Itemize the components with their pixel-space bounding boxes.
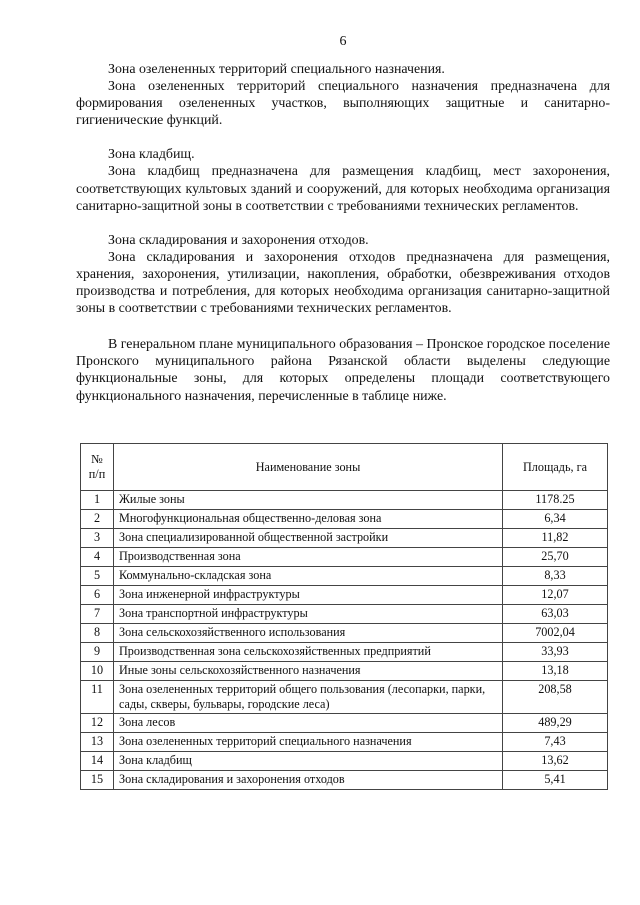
- section-text: Зона складирования и захоронения отходов предназначена для размещения, хранения, захоронения, утилизации, накопления, обработки, обезвреживания отходов производства и потребления, для которых необходима организация санитарно-защитной зоны в соответствии с требованиями технических регламентов.: [76, 249, 610, 317]
- row-area: 489,29: [503, 714, 608, 733]
- row-num: 4: [81, 548, 114, 567]
- row-area: 7,43: [503, 733, 608, 752]
- row-name: Зона озелененных территорий специального назначения: [114, 733, 503, 752]
- row-name: Жилые зоны: [114, 491, 503, 510]
- table-row: [81, 529, 608, 548]
- row-area: 8,33: [503, 567, 608, 586]
- row-area: 5,41: [503, 771, 608, 790]
- row-area: 13,18: [503, 662, 608, 681]
- row-num: 3: [81, 529, 114, 548]
- row-area: 6,34: [503, 510, 608, 529]
- section-title: Зона складирования и захоронения отходов.: [108, 232, 369, 248]
- header-name: Наименование зоны: [114, 444, 503, 491]
- table-row: [81, 605, 608, 624]
- table-row: [81, 733, 608, 752]
- row-num: 15: [81, 771, 114, 790]
- table-row: [81, 491, 608, 510]
- row-name: Зона лесов: [114, 714, 503, 733]
- row-num: 6: [81, 586, 114, 605]
- row-num: 8: [81, 624, 114, 643]
- row-area: 25,70: [503, 548, 608, 567]
- section-text: Зона кладбищ предназначена для размещения кладбищ, мест захоронения, соответствующих культовых зданий и сооружений, для которых необходима организация санитарно-защитной зоны в соответствии с требованиями технических регламентов.: [76, 164, 610, 214]
- row-num: 9: [81, 643, 114, 662]
- table-row: [81, 548, 608, 567]
- row-num: 10: [81, 662, 114, 681]
- zones-table: [80, 443, 608, 790]
- row-num: 14: [81, 752, 114, 771]
- row-num: 13: [81, 733, 114, 752]
- page-number: 6: [339, 34, 347, 49]
- row-name: Зона складирования и захоронения отходов: [114, 771, 503, 790]
- row-area: 11,82: [503, 529, 608, 548]
- table-header-row: [81, 444, 608, 491]
- table-row: [81, 510, 608, 529]
- table-row: [81, 567, 608, 586]
- row-name: Многофункциональная общественно-деловая зона: [114, 510, 503, 529]
- row-name: Зона озелененных территорий общего пользования (лесопарки, парки, сады, скверы, бульвары, городские леса): [114, 681, 503, 714]
- intro-paragraph: В генеральном плане муниципального образования – Пронское городское поселение Пронского муниципального района Рязанской области выделены следующие функциональные зоны, для которых определены площади соответствующего функционального назначения, перечисленные в таблице ниже.: [76, 337, 610, 404]
- row-name: Зона транспортной инфраструктуры: [114, 605, 503, 624]
- row-num: 7: [81, 605, 114, 624]
- row-num: 1: [81, 491, 114, 510]
- row-area: 63,03: [503, 605, 608, 624]
- table-row: [81, 624, 608, 643]
- row-name: Иные зоны сельскохозяйственного назначения: [114, 662, 503, 681]
- row-area: 1178.25: [503, 491, 608, 510]
- section-title: Зона кладбищ.: [108, 147, 195, 163]
- section-text: Зона озелененных территорий специального назначения предназначена для формирования озелененных участков, выполняющих защитные и санитарно-гигиенические функций.: [76, 79, 610, 129]
- document-body: [76, 61, 610, 405]
- row-num: 11: [81, 681, 114, 714]
- row-name: Производственная зона сельскохозяйственных предприятий: [114, 643, 503, 662]
- table-row: [81, 586, 608, 605]
- row-num: 12: [81, 714, 114, 733]
- table-row: [81, 681, 608, 714]
- table-row: [81, 752, 608, 771]
- section-title: Зона озелененных территорий специального назначения.: [108, 62, 445, 77]
- header-area: Площадь, га: [503, 444, 608, 491]
- table-row: [81, 771, 608, 790]
- row-area: 12,07: [503, 586, 608, 605]
- row-area: 13,62: [503, 752, 608, 771]
- table-row: [81, 643, 608, 662]
- row-name: Зона специализированной общественной застройки: [114, 529, 503, 548]
- table-row: [81, 714, 608, 733]
- header-num: № п/п: [81, 444, 114, 491]
- row-name: Зона сельскохозяйственного использования: [114, 624, 503, 643]
- row-num: 2: [81, 510, 114, 529]
- row-num: 5: [81, 567, 114, 586]
- row-area: 33,93: [503, 643, 608, 662]
- row-name: Зона инженерной инфраструктуры: [114, 586, 503, 605]
- row-area: 208,58: [503, 681, 608, 714]
- table-row: [81, 662, 608, 681]
- row-name: Зона кладбищ: [114, 752, 503, 771]
- row-area: 7002,04: [503, 624, 608, 643]
- row-name: Производственная зона: [114, 548, 503, 567]
- row-name: Коммунально-складская зона: [114, 567, 503, 586]
